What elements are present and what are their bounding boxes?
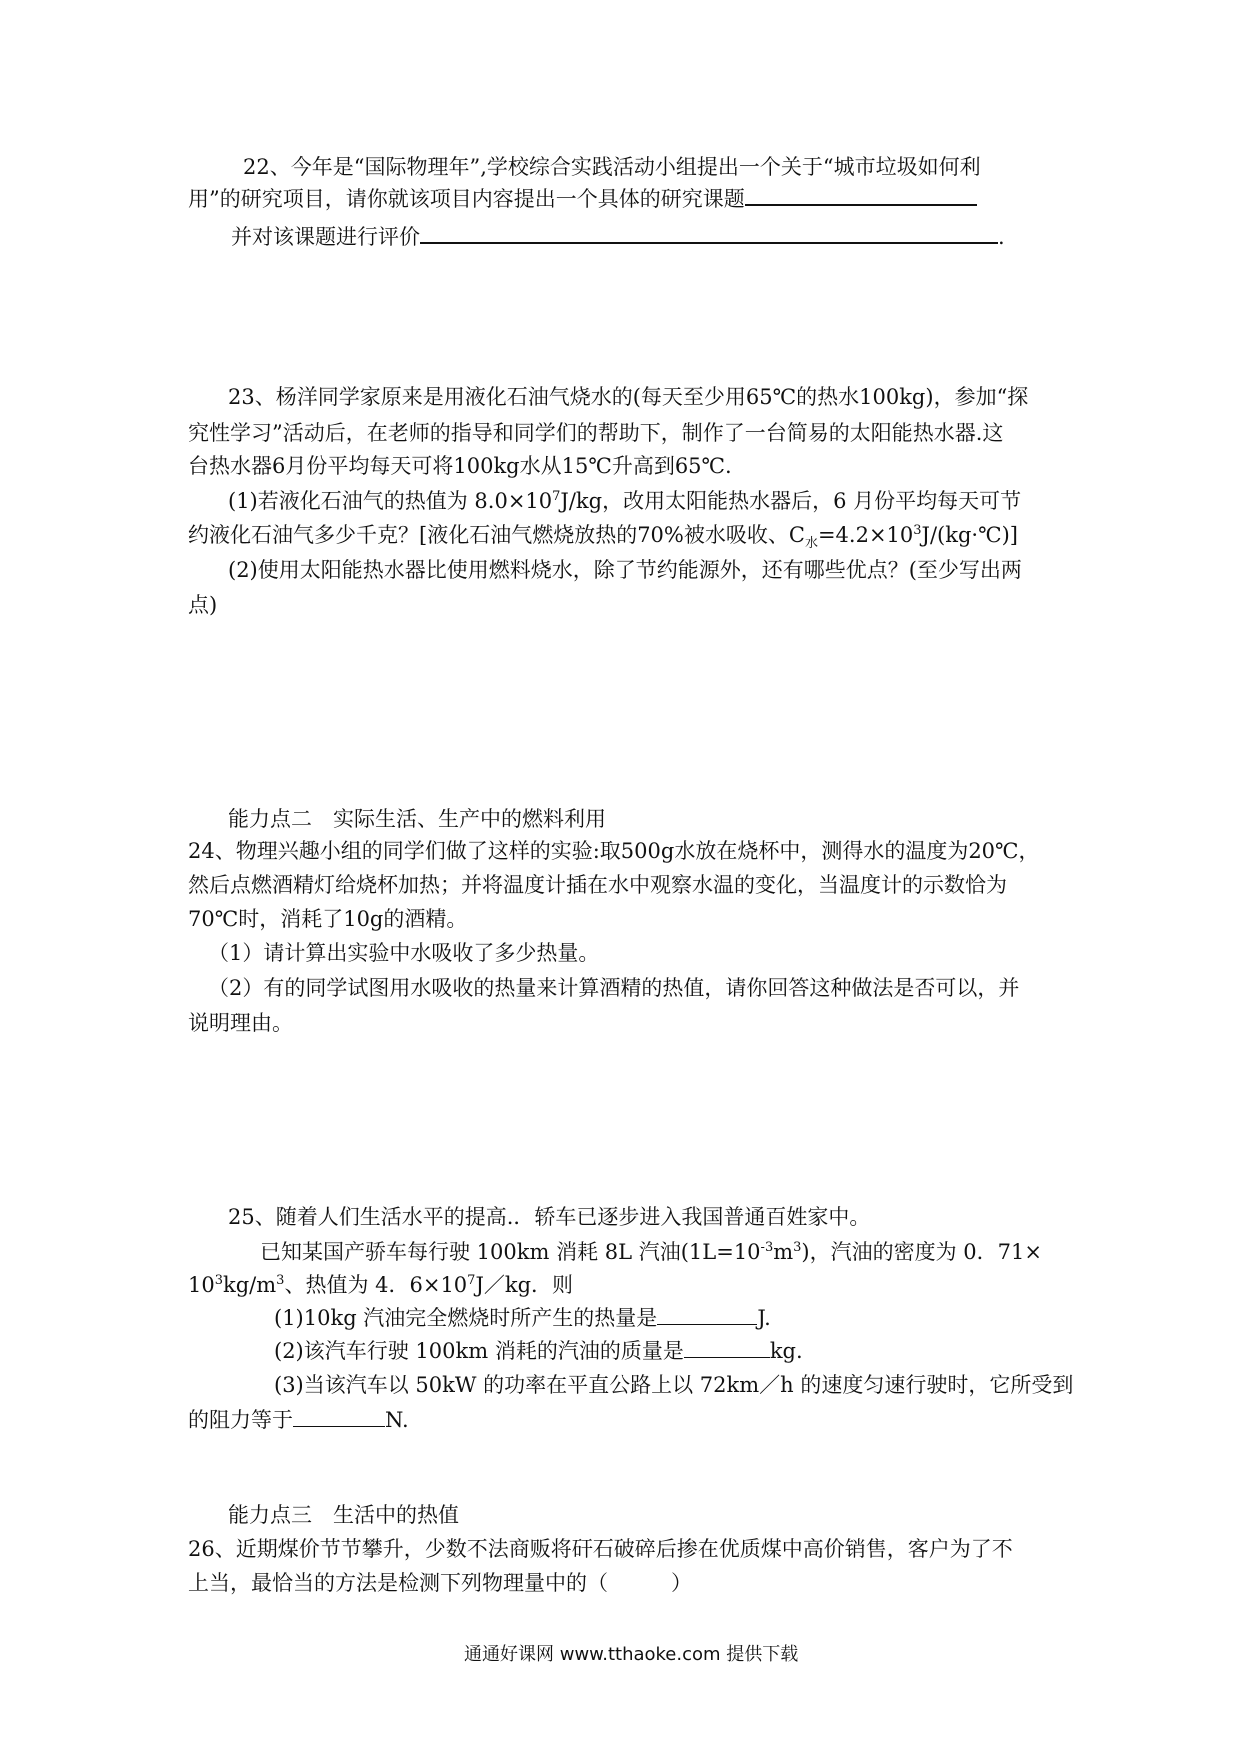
q25-part3-text-b: N. — [385, 1408, 409, 1432]
q25-line3-exponent-2: 3 — [276, 1273, 285, 1288]
q22-line-3-end: . — [998, 225, 1005, 249]
q25-part2-text-b: kg. — [769, 1339, 803, 1363]
q22-line-1: 22、今年是“国际物理年”,学校综合实践活动小组提出一个关于“城市垃圾如何利 — [243, 155, 981, 179]
q25-line-3 — [188, 1270, 573, 1300]
q23-part1-exponent-1: 7 — [552, 489, 561, 504]
footer-text: 通通好课网 www.tthaoke.com 提供下载 — [464, 1644, 799, 1665]
q25-line2-text-c: )，汽油的密度为 0．71× — [801, 1240, 1042, 1264]
q24-line-2: 然后点燃酒精灯给烧杯加热；并将温度计插在水中观察水温的变化，当温度计的示数恰为 — [188, 873, 1007, 897]
q23-line-3: 台热水器6月份平均每天可将100kg水从15℃升高到65℃. — [188, 454, 732, 478]
q25-part2-text-a: (2)该汽车行驶 100km 消耗的汽油的质量是 — [274, 1339, 684, 1363]
q24-part1: （1）请计算出实验中水吸收了多少热量。 — [208, 941, 600, 965]
q23-part1-subscript: 水 — [804, 536, 818, 552]
q25-part1-text-b: J. — [757, 1306, 771, 1330]
q23-part1-line-1 — [228, 486, 1021, 516]
q23-part2-line-2: 点) — [188, 593, 218, 617]
q25-line3-text-d: J／kg．则 — [475, 1273, 574, 1297]
q25-line-2 — [260, 1237, 1042, 1267]
q25-line3-exponent-3: 7 — [467, 1273, 476, 1288]
q25-line3-text-b: kg/m — [223, 1273, 277, 1297]
q25-part2-blank[interactable] — [684, 1337, 770, 1358]
section-2-heading: 能力点二 实际生活、生产中的燃料利用 — [228, 807, 606, 831]
q23-part1-line-2 — [188, 520, 1018, 550]
q24-part2-line-1: （2）有的同学试图用水吸收的热量来计算酒精的热值，请你回答这种做法是否可以，并 — [208, 976, 1020, 1000]
q23-part2-line-1: (2)使用太阳能热水器比使用燃料烧水，除了节约能源外，还有哪些优点？(至少写出两 — [228, 558, 1022, 582]
q24-part2-line-2: 说明理由。 — [188, 1011, 293, 1035]
q25-part1-text-a: (1)10kg 汽油完全燃烧时所产生的热量是 — [274, 1306, 658, 1330]
q25-part3-blank[interactable] — [293, 1406, 385, 1427]
q22-line-2-text: 用”的研究项目，请你就该项目内容提出一个具体的研究课题 — [188, 187, 745, 211]
q23-part1-line2-text-a: 约液化石油气多少千克？[液化石油气燃烧放热的70%被水吸收、C — [188, 523, 805, 547]
q25-part1 — [274, 1303, 771, 1333]
q25-line3-text-a: 10 — [188, 1273, 215, 1297]
q25-line3-exponent-1: 3 — [214, 1273, 224, 1288]
q22-topic-blank[interactable] — [745, 184, 977, 206]
q23-line-1: 23、杨洋同学家原来是用液化石油气烧水的(每天至少用65℃的热水100kg)，参加“探 — [228, 385, 1029, 409]
q23-part1-text-a: (1)若液化石油气的热值为 8.0×10 — [228, 489, 553, 513]
q24-line-1: 24、物理兴趣小组的同学们做了这样的实验:取500g水放在烧杯中，测得水的温度为20℃， — [188, 839, 1040, 863]
q22-line-3 — [231, 222, 1005, 252]
q24-line-3: 70℃时，消耗了10g的酒精。 — [188, 907, 468, 931]
q25-line3-text-c: 、热值为 4．6×10 — [284, 1273, 468, 1297]
q23-part1-exponent-2: 3 — [913, 523, 922, 538]
q25-part3-line-2 — [188, 1405, 409, 1435]
q25-line-1: 25、随着人们生活水平的提高.．轿车已逐步进入我国普通百姓家中。 — [228, 1205, 871, 1229]
q26-line-1: 26、近期煤价节节攀升，少数不法商贩将矸石破碎后掺在优质煤中高价销售，客户为了不 — [188, 1537, 1013, 1561]
q26-line-2: 上当，最恰当的方法是检测下列物理量中的（ ） — [188, 1571, 692, 1595]
q25-line2-exponent-2: 3 — [793, 1240, 802, 1255]
q23-part1-line2-text-c: J/(kg·℃)] — [921, 523, 1018, 547]
q25-part2 — [274, 1336, 803, 1366]
q25-part1-blank[interactable] — [657, 1304, 757, 1325]
q25-line2-text-b: m — [773, 1240, 794, 1264]
q25-line2-exponent-1: -3 — [760, 1240, 774, 1255]
q25-part3-text-a: 的阻力等于 — [188, 1408, 293, 1432]
q23-part1-line2-text-b: =4.2×10 — [817, 523, 914, 547]
q22-line-2 — [188, 184, 977, 214]
q23-part1-text-b: J/kg，改用太阳能热水器后，6 月份平均每天可节 — [560, 489, 1022, 513]
q22-evaluation-blank[interactable] — [420, 222, 998, 244]
q22-line-3-text: 并对该课题进行评价 — [231, 225, 420, 249]
q25-line2-text-a: 已知某国产骄车每行驶 100km 消耗 8L 汽油(1L=10 — [260, 1240, 761, 1264]
q23-line-2: 究性学习”活动后，在老师的指导和同学们的帮助下，制作了一台简易的太阳能热水器.这 — [188, 421, 1004, 445]
section-3-heading: 能力点三 生活中的热值 — [228, 1503, 459, 1527]
q25-part3-line-1: (3)当该汽车以 50kW 的功率在平直公路上以 72km／h 的速度匀速行驶时，它所受到 — [274, 1373, 1074, 1397]
